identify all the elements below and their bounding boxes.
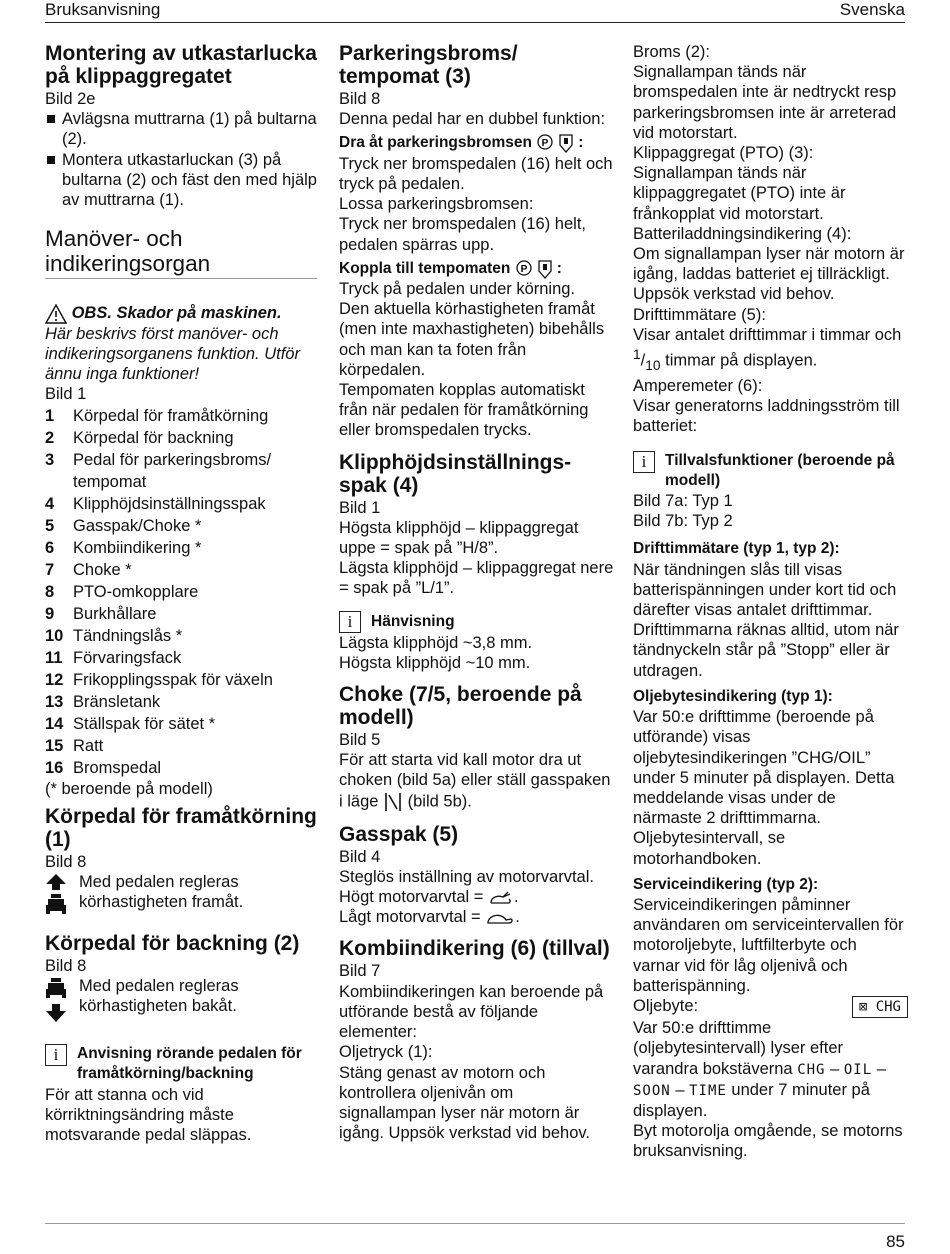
rpm-text: Högt motorvarvtal = (339, 888, 484, 907)
list-footnote: (* beroende på modell) (45, 779, 213, 798)
paragraph: Signallampan tänds när klippaggregatet (PTO) inte är frånkopplat vid motorstart. (633, 164, 846, 223)
item-label: Körpedal för framåtkörning (73, 406, 269, 425)
item-label: Ratt (73, 736, 104, 755)
pedal-forward-block (45, 872, 317, 916)
paragraph: Tryck ner bromspedalen (16) helt och tryck på pedalen. (339, 154, 613, 193)
fraction-den: 10 (645, 357, 661, 373)
figure-ref: Bild 7 (339, 962, 381, 981)
subheading-text: Dra åt parkeringsbromsen (339, 134, 532, 152)
list-item (45, 603, 317, 625)
item-label: Gasspak/Choke * (73, 516, 202, 535)
note-title: Anvisning rörande pedalen för framåtkörning/backning (77, 1045, 302, 1083)
item-label: Tändningslås * (73, 626, 183, 645)
list-item (45, 405, 317, 427)
fraction-num: 1 (633, 347, 641, 363)
item-label: Klipphöjdsinställningsspak (73, 494, 266, 513)
paragraph: Klippaggregat (PTO) (3): (633, 144, 814, 163)
item-label: Choke * (73, 560, 132, 579)
item-number: 1 (45, 406, 55, 425)
column-3 (633, 42, 908, 1162)
warning-block (45, 303, 317, 384)
lcd-text: TIME (689, 1082, 727, 1099)
paragraph: Tempomaten kopplas automatiskt från när pedalen för framåtkörning eller bromspedalen trycks. (339, 381, 589, 440)
parking-brake-icon (536, 135, 578, 152)
list-item (45, 713, 317, 735)
paragraph: Den aktuella körhastigheten framåt (men inte maxhastigheten) bibehålls och man kan ta foten från körpedalen. (339, 300, 605, 379)
paragraph: Högsta klipphöjd ~10 mm. (339, 653, 531, 672)
item-label: Bränsletank (73, 692, 161, 711)
dash: – (830, 1059, 840, 1078)
item-number: 4 (45, 494, 55, 513)
rpm-text: Lågt motorvarvtal = (339, 908, 481, 927)
bullet-list (45, 109, 317, 210)
figure-ref: Bild 4 (339, 847, 381, 866)
item-number: 9 (45, 604, 55, 623)
text: Var 50:e drifttimme (oljebytesintervall) lyser efter varandra bokstäverna (633, 1019, 843, 1078)
item-number: 13 (45, 692, 64, 711)
paragraph: Högt motorvarvtal = . (339, 888, 519, 907)
note-title: Hänvisning (371, 612, 455, 630)
text: Visar antalet drifttimmar i timmar och (633, 325, 902, 344)
item-number: 5 (45, 516, 55, 535)
paragraph (633, 1018, 908, 1121)
paragraph: Oljebytesintervall, se motorhandboken. (633, 829, 786, 868)
paragraph: Drifttimmätare (5): (633, 305, 766, 324)
warning-icon (45, 304, 72, 322)
paragraph: Serviceindikeringen påminner användaren om serviceintervallen för motoroljebyte, luftfilterbyte och varnar vid för låg oljenivå och batterispänning. (633, 895, 904, 995)
paragraph: Batteriladdningsindikering (4): (633, 224, 852, 243)
chapter-title: Manöver- och indikeringsorgan (45, 226, 317, 279)
paragraph: Om signallampan lyser när motorn är igång, laddas batteriet ej tillräckligt. Uppsök verkstad vid behov. (633, 245, 905, 304)
note-text: För att stanna och vid körriktningsändring måste motsvarande pedal släppas. (45, 1085, 252, 1145)
note-block (633, 451, 908, 491)
list-item (45, 537, 317, 559)
paragraph: Broms (2): (633, 43, 711, 61)
list-item (45, 493, 317, 515)
cruise-control-icon (515, 260, 557, 277)
subheading: Serviceindikering (typ 2): (633, 875, 819, 893)
paragraph: Denna pedal har en dubbel funktion: (339, 110, 606, 129)
pedal-reverse-block (45, 976, 317, 1026)
paragraph: Drifttimmarna räknas alltid, utom när tändnyckeln står på ”Stopp” eller är utdragen. (633, 621, 899, 680)
list-item (45, 735, 317, 757)
column-1 (45, 42, 317, 1145)
paragraph: Tryck ner bromspedalen (16) helt, pedalen spärras upp. (339, 215, 586, 254)
choke-symbol-icon (383, 792, 403, 810)
page-number: 85 (886, 1232, 905, 1251)
section-title: Montering av utkastarlucka på klippaggregatet (45, 42, 317, 88)
item-label: Bromspedal (73, 758, 162, 777)
dash: – (675, 1080, 685, 1099)
item-number: 10 (45, 626, 64, 645)
lcd-text: CHG (875, 998, 901, 1015)
paragraph: Var 50:e drifttimme (beroende på utförande) visas oljebytesindikeringen ”CHG/OIL” under 5 minuter på displayen. Detta meddelande visas under de närmaste 2 drifttimmarna. (633, 708, 895, 828)
section-title: Gasspak (5) (339, 822, 459, 846)
item-number: 15 (45, 736, 64, 755)
list-item (45, 559, 317, 581)
column-2 (339, 42, 614, 1143)
list-item (45, 427, 317, 449)
subheading: Koppla till tempomaten P : (339, 259, 562, 277)
list-item (45, 647, 317, 669)
paragraph: Kombiindikeringen kan beroende på utförande bestå av följande elementer: (339, 982, 604, 1042)
figure-ref: Bild 8 (339, 90, 381, 108)
figure-ref: Bild 8 (45, 957, 87, 976)
note-title: Tillvalsfunktioner (beroende på modell) (665, 451, 895, 489)
rabbit-icon (488, 888, 514, 906)
figure-ref: Bild 8 (45, 852, 87, 871)
section-title: Körpedal för framåtkörning (1) (45, 804, 317, 851)
svg-text:P: P (541, 138, 549, 150)
item-label: Frikopplingsspak för växeln (73, 670, 273, 689)
item-number: 7 (45, 560, 55, 579)
dash: – (876, 1059, 886, 1078)
subheading: Drifttimmätare (typ 1, typ 2): (633, 540, 840, 558)
paragraph: Visar antalet drifttimmar i timmar och $^1/_{10}$ timmar på displayen. (633, 325, 902, 373)
lcd-text: OIL (843, 1061, 873, 1078)
figure-ref: Bild 7a: Typ 1 (633, 492, 733, 511)
paragraph: Lossa parkeringsbromsen: (339, 195, 534, 214)
item-number: 6 (45, 538, 55, 557)
paragraph: Tryck på pedalen under körning. (339, 280, 576, 299)
subheading-text: Koppla till tempomaten (339, 259, 511, 277)
list-item (45, 669, 317, 691)
paragraph: Högsta klipphöjd – klippaggregat uppe = spak på ”H/8”. (339, 518, 579, 558)
figure-ref: Bild 1 (45, 385, 87, 404)
item-label: Burkhållare (73, 604, 157, 623)
list-item (45, 581, 317, 603)
header-left: Bruksanvisning (45, 0, 161, 19)
text: Oljebyte: (633, 996, 699, 1015)
section-title: Klipphöjdsinställnings-spak (4) (339, 450, 572, 497)
item-number: 3 (45, 450, 55, 469)
section-title: Körpedal för backning (2) (45, 932, 300, 956)
item-label: PTO-omkopplare (73, 582, 199, 601)
subheading: Dra åt parkeringsbromsen P : (339, 134, 584, 152)
figure-ref: Bild 7b: Typ 2 (633, 512, 733, 531)
info-icon: i (45, 1044, 67, 1066)
warning-title: OBS. Skador på maskinen. (71, 304, 282, 323)
paragraph: Signallampan tänds när bromspedalen inte är nedtryckt resp parkeringsbromsen inte är arreterad vid motorstart. (633, 63, 897, 142)
paragraph: Stäng genast av motorn och kontrollera oljenivån om signallampan lyser när motorn är igång. Uppsök verkstad vid behov. (339, 1063, 591, 1143)
paragraph: När tändningen slås till visas batterispänningen under kort tid och därefter visas antalet drifttimmar. (633, 560, 897, 620)
list-item (45, 515, 317, 537)
info-icon: i (633, 451, 655, 473)
item-label: Kombiindikering * (73, 538, 202, 557)
paragraph: Steglös inställning av motorvarvtal. (339, 867, 594, 886)
pedal-text: Med pedalen regleras körhastigheten bakåt. (79, 977, 239, 1016)
item-label: Förvaringsfack (73, 648, 182, 667)
header-right: Svenska (839, 0, 905, 19)
page-header (45, 0, 905, 23)
figure-ref: Bild 5 (339, 731, 381, 750)
item-number: 8 (45, 582, 55, 601)
choke-text: (bild 5b). (407, 792, 472, 811)
lcd-text: CHG (797, 1061, 826, 1078)
item-number: 11 (45, 648, 63, 667)
section-title: Choke (7/5, beroende på modell) (339, 683, 582, 730)
forward-pedal-icon (45, 872, 79, 916)
text: under 7 minuter på displayen. (633, 1080, 870, 1120)
item-number: 14 (45, 714, 64, 733)
list-item (45, 691, 317, 713)
list-item: Avlägsna muttrarna (1) på bultarna (2). (45, 109, 317, 149)
note-block (45, 1044, 317, 1084)
paragraph (339, 750, 614, 812)
info-icon: i (339, 611, 361, 633)
turtle-icon (485, 908, 515, 926)
paragraph: Lägsta klipphöjd ~3,8 mm. (339, 633, 533, 652)
paragraph: Amperemeter (6): (633, 377, 763, 396)
note-heading (339, 611, 614, 633)
item-label: Pedal för parkeringsbroms/ tempomat (73, 450, 272, 491)
item-number: 2 (45, 428, 55, 447)
item-label: Körpedal för backning (73, 428, 234, 447)
subheading: Oljebytesindikering (typ 1): (633, 687, 833, 705)
reverse-pedal-icon (45, 976, 79, 1026)
section-title: Parkeringsbroms/ tempomat (3) (339, 42, 518, 88)
text: timmar på displayen. (665, 351, 818, 370)
list-item: Montera utkastarluckan (3) på bultarna (2) och fäst den med hjälp av muttrarna (1). (45, 150, 317, 211)
choke-text: För att starta vid kall motor dra ut choken (bild 5a) eller ställ gasspaken i läge (339, 751, 611, 811)
paragraph: Lågt motorvarvtal = . (339, 908, 520, 927)
paragraph (633, 996, 908, 1018)
oil-change-display (852, 996, 908, 1018)
oil-can-icon: ⊠ (858, 998, 868, 1015)
lcd-text: SOON (633, 1082, 671, 1099)
item-number: 12 (45, 670, 64, 689)
pedal-text: Med pedalen regleras körhastigheten framåt. (79, 873, 244, 912)
svg-text:P: P (520, 263, 528, 275)
item-number: 16 (45, 758, 64, 777)
figure-ref: Bild 2e (45, 90, 96, 108)
page-footer (45, 1223, 905, 1251)
section-title: Kombiindikering (6) (tillval) (339, 937, 610, 961)
parts-list (45, 405, 317, 779)
list-item (45, 449, 317, 493)
list-item (45, 757, 317, 779)
figure-ref: Bild 1 (339, 498, 381, 517)
paragraph: Byt motorolja omgående, se motorns bruksanvisning. (633, 1122, 903, 1161)
paragraph: Oljetryck (1): (339, 1043, 433, 1062)
warning-body: Här beskrivs först manöver- och indikeringsorganens funktion. Utför ännu inga funktioner! (45, 324, 300, 384)
item-label: Ställspak för sätet * (73, 714, 216, 733)
paragraph: Visar generatorns laddningsström till batteriet: (633, 397, 900, 436)
paragraph: Lägsta klipphöjd – klippaggregat nere = spak på ”L/1”. (339, 559, 614, 598)
list-item (45, 625, 317, 647)
